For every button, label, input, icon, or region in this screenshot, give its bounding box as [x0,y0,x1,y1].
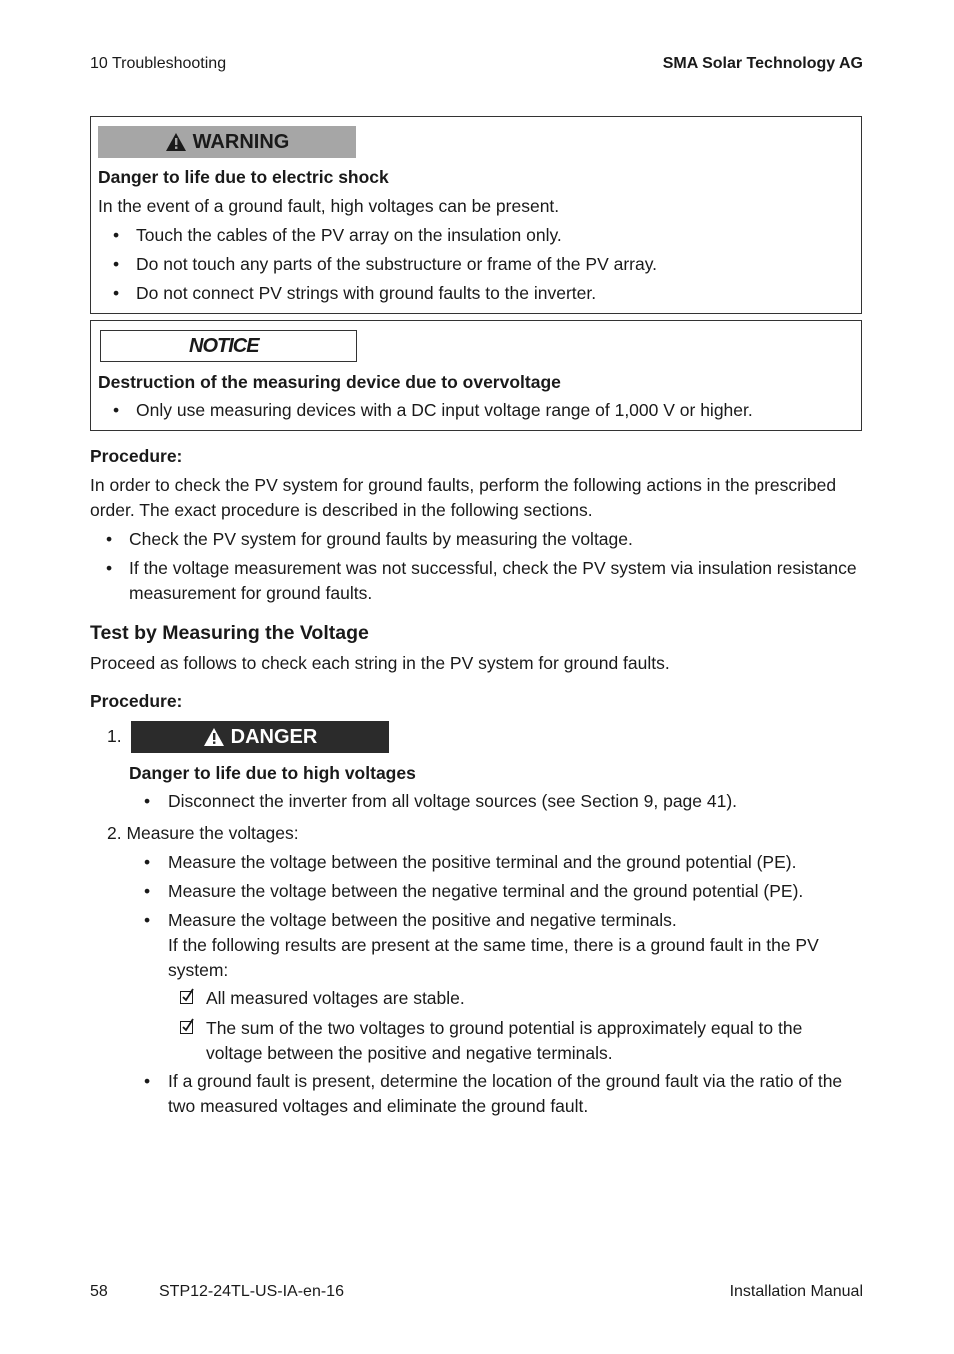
procedure-paragraph-line: In order to check the PV system for ground faults, perform the following actions in the prescribed [90,475,837,495]
procedure-item: Check the PV system for ground faults by measuring the voltage. [129,529,633,549]
danger-label [131,721,389,753]
measure-item: Measure the voltage between the positive terminal and the ground potential (PE). [168,852,797,872]
step-2: 2. Measure the voltages: [107,823,299,843]
bullet-icon: • [144,852,151,872]
manual-title: Installation Manual [729,1283,863,1300]
result-item: voltage between the positive and negative terminals. [206,1043,613,1063]
bullet-icon: • [113,254,120,274]
running-header-section: 10 Troubleshooting [90,55,227,72]
running-header-company: SMA Solar Technology AG [662,55,863,72]
result-item: All measured voltages are stable. [206,988,465,1008]
section-intro: Proceed as follows to check each string in the PV system for ground faults. [90,653,670,673]
warning-triangle-icon [203,727,225,747]
bullet-icon: • [144,910,151,930]
bullet-icon: • [106,558,113,578]
measure-item: two measured voltages and eliminate the ground fault. [168,1096,589,1116]
section-heading: Test by Measuring the Voltage [90,622,369,644]
bullet-icon: • [113,400,120,420]
checkbox-checked-icon [180,1021,193,1034]
document-id: STP12-24TL-US-IA-en-16 [159,1283,344,1300]
checkbox-checked-icon [180,991,193,1004]
bullet-icon: • [144,791,151,811]
bullet-icon: • [106,529,113,549]
warning-item: Do not touch any parts of the substructure or frame of the PV array. [136,254,658,274]
measure-item: Measure the voltage between the positive and negative terminals. [168,910,677,930]
step-number: 1. [107,726,122,746]
result-item: The sum of the two voltages to ground potential is approximately equal to the [206,1018,803,1038]
warning-label [98,126,356,158]
procedure-heading: Procedure: [90,691,183,711]
page-number: 58 [90,1283,108,1300]
warning-title: Danger to life due to electric shock [98,167,389,187]
measure-note: system: [168,960,229,980]
notice-item: Only use measuring devices with a DC input voltage range of 1,000 V or higher. [136,400,753,420]
warning-item: Touch the cables of the PV array on the insulation only. [136,225,562,245]
procedure-paragraph-line: order. The exact procedure is described in the following sections. [90,500,593,520]
warning-item: Do not connect PV strings with ground faults to the inverter. [136,283,597,303]
danger-item: Disconnect the inverter from all voltage sources (see Section 9, page 41). [168,791,738,811]
bullet-icon: • [144,1071,151,1091]
bullet-icon: • [113,225,120,245]
warning-triangle-icon [165,132,187,152]
bullet-icon: • [113,283,120,303]
procedure-heading: Procedure: [90,446,183,466]
measure-item: If a ground fault is present, determine the location of the ground fault via the ratio of the [168,1071,843,1091]
warning-intro: In the event of a ground fault, high voltages can be present. [98,196,560,216]
procedure-item: measurement for ground faults. [129,583,373,603]
bullet-icon: • [144,881,151,901]
notice-label: NOTICE [100,330,357,362]
danger-title: Danger to life due to high voltages [129,763,416,783]
measure-note: If the following results are present at the same time, there is a ground fault in the PV [168,935,819,955]
procedure-item: If the voltage measurement was not successful, check the PV system via insulation resistance [129,558,857,578]
measure-item: Measure the voltage between the negative terminal and the ground potential (PE). [168,881,804,901]
notice-title: Destruction of the measuring device due to overvoltage [98,372,561,392]
danger-label-text: DANGER [230,725,318,748]
warning-label-text: WARNING [192,130,290,153]
